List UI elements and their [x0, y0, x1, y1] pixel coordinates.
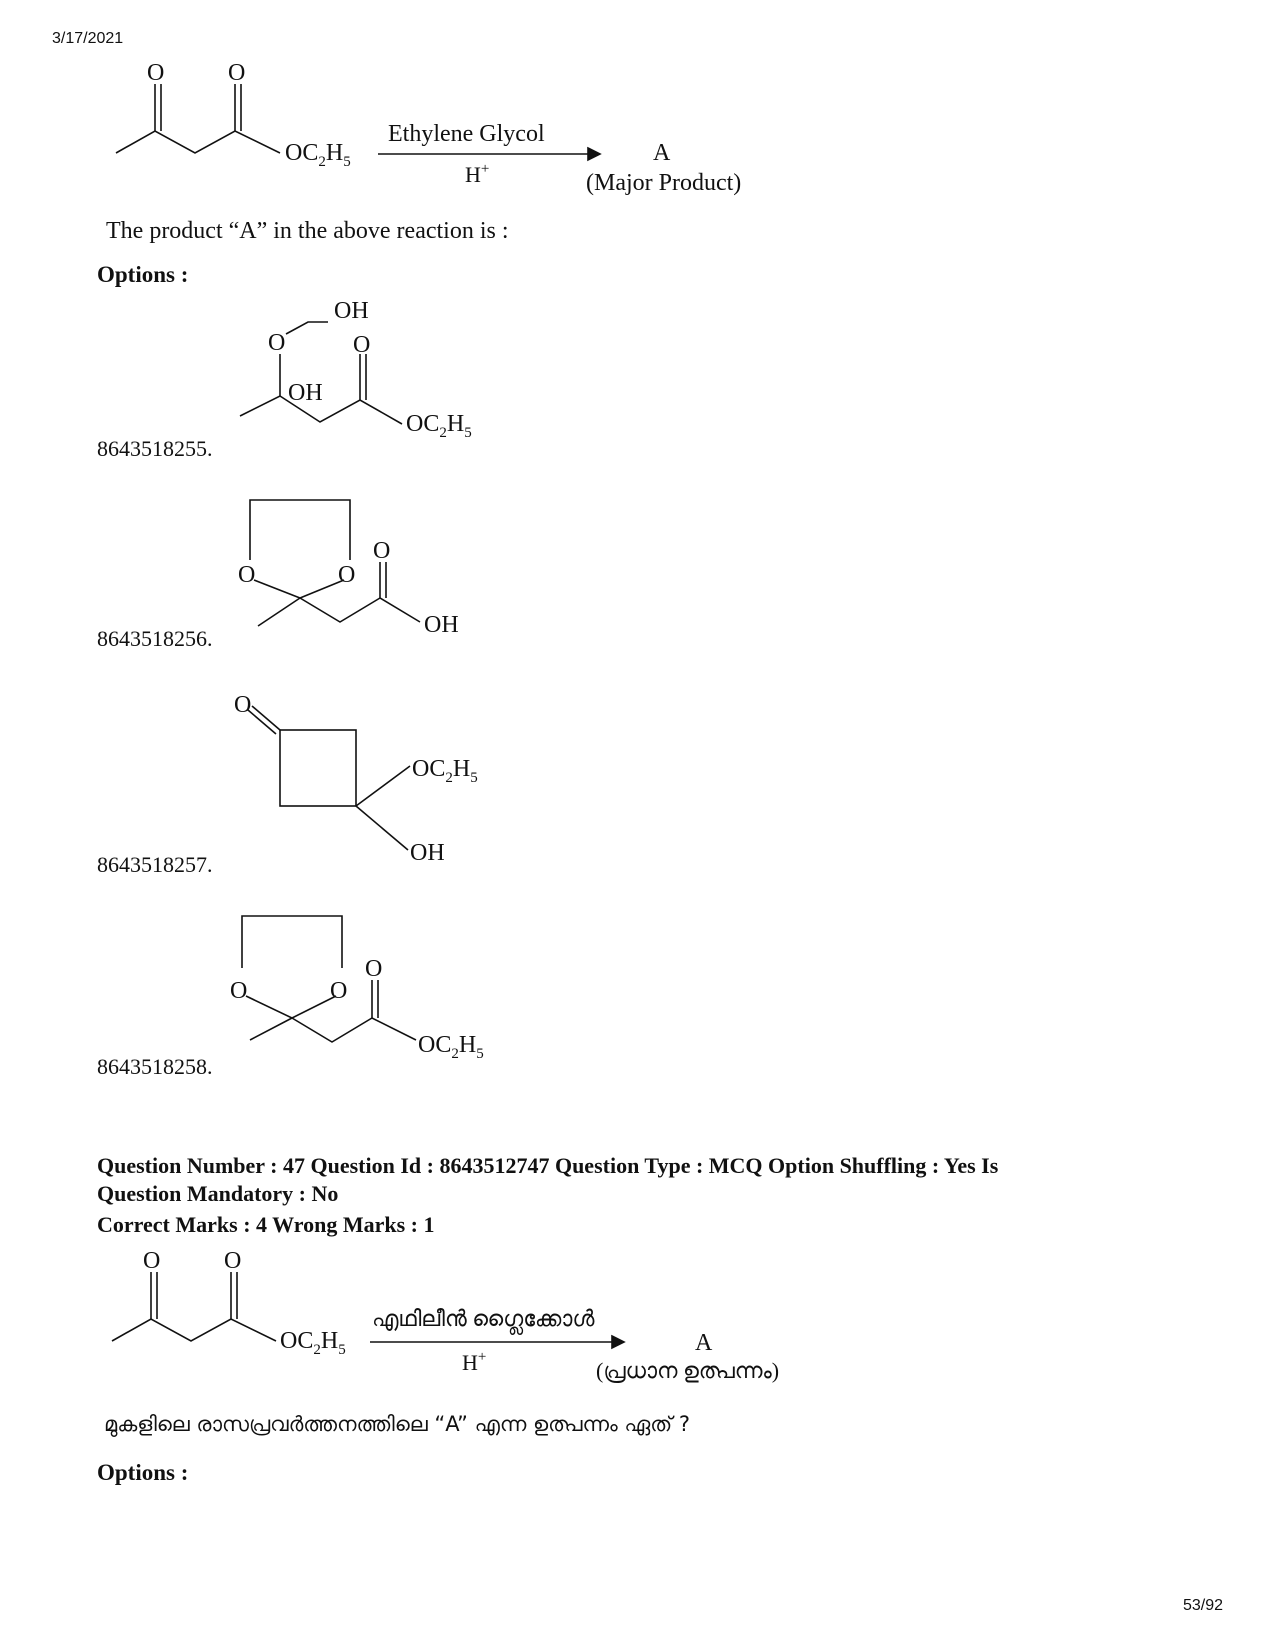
catalyst-label: H+ [465, 161, 490, 187]
option-id: 8643518258. [97, 1054, 213, 1079]
q46-reaction-scheme [100, 58, 780, 208]
svg-text:O: O [268, 330, 286, 356]
print-date: 3/17/2021 [52, 30, 124, 47]
option-id: 8643518255. [97, 436, 213, 461]
svg-text:O: O [338, 562, 356, 588]
svg-text:OH: OH [334, 298, 369, 324]
svg-text:O: O [230, 978, 248, 1004]
svg-text:OC2H5: $OC_2H_5$ [418, 1032, 484, 1062]
svg-text:OH: OH [424, 612, 459, 638]
question-47-text: മുകളിലെ രാസപ്രവർത്തനത്തിലെ “A” എന്ന ഉത്പന്നം ഏത് ? [104, 1412, 690, 1436]
question-47-marks: Correct Marks : 4 Wrong Marks : 1 [97, 1212, 435, 1237]
question-47-meta [97, 1152, 1197, 1208]
carbonyl-oxygen: O [147, 60, 165, 86]
svg-text:OC2H5: $OC_2H_5$ [406, 411, 472, 441]
svg-text:O: O [224, 1248, 242, 1274]
question-46-text: The product “A” in the above reaction is : [106, 218, 509, 244]
catalyst-label: H+ [462, 1349, 487, 1375]
svg-text:O: O [353, 332, 371, 358]
question-47-meta-line2: Question Mandatory : No [97, 1181, 339, 1206]
svg-text:OC2H5: $OC_2H_5$ [412, 756, 478, 786]
svg-text:O: O [238, 562, 256, 588]
product-label: A [695, 1330, 713, 1356]
question-47-meta-line1: Question Number : 47 Question Id : 8643512747 Question Type : MCQ Option Shuffling : Yes Is [97, 1153, 999, 1178]
svg-text:O: O [365, 956, 383, 982]
option-1-structure [230, 292, 530, 452]
svg-text:OC2H5: $OC_2H_5$ [280, 1328, 346, 1358]
page-number: 53/92 [1182, 1597, 1223, 1614]
option-3-structure [230, 680, 510, 880]
product-label: A [653, 140, 671, 166]
product-note: (Major Product) [586, 170, 742, 196]
option-4-structure [220, 906, 520, 1076]
svg-text:O: O [330, 978, 348, 1004]
reagent-label-ml: എഥിലീൻ ഗ്ലൈക്കോൾ [372, 1306, 595, 1331]
svg-text:O: O [143, 1248, 161, 1274]
option-2-structure [230, 490, 490, 650]
svg-text:O: O [234, 692, 252, 718]
option-id: 8643518257. [97, 852, 213, 877]
reagent-label: Ethylene Glycol [388, 121, 545, 147]
svg-text:O: O [373, 538, 391, 564]
product-note-ml: (പ്രധാന ഉത്പന്നം) [596, 1358, 780, 1383]
svg-text:OH: OH [288, 380, 323, 406]
ethoxy-group: $OC_2H_5$ [285, 140, 351, 170]
svg-text:OH: OH [410, 840, 445, 866]
option-id: 8643518256. [97, 626, 213, 651]
options-label: Options : [97, 1460, 189, 1485]
carbonyl-oxygen: O [228, 60, 246, 86]
q47-reaction-scheme [100, 1246, 860, 1396]
options-label: Options : [97, 262, 189, 287]
